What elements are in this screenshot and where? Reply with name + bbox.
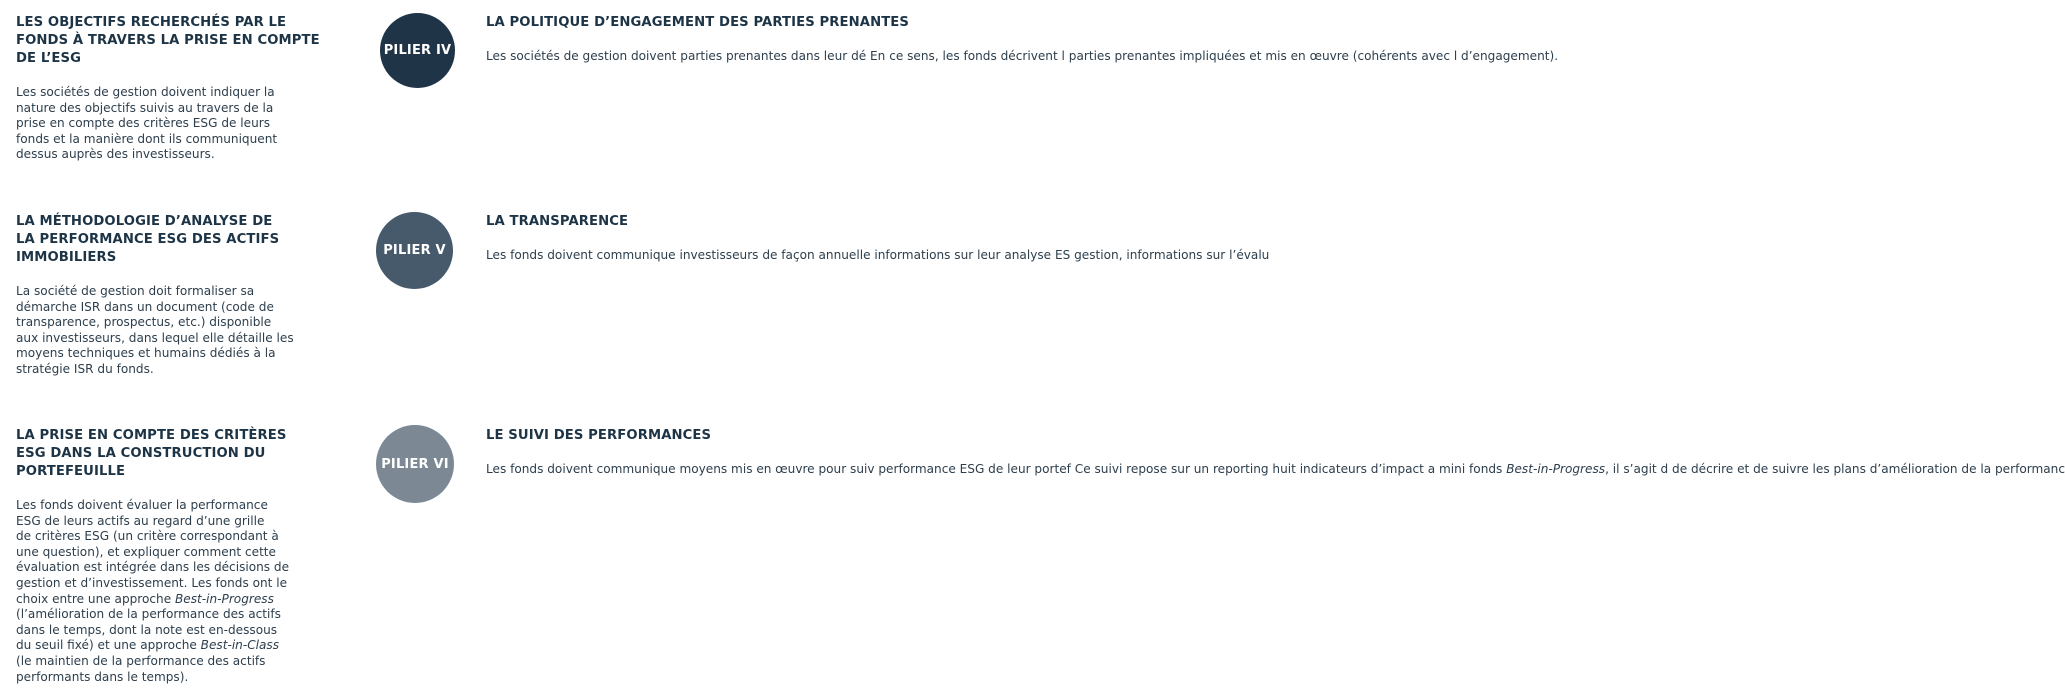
pillar-6-monitoring-heading: LE SUIVI DES PERFORMANCES: [486, 428, 712, 443]
pillar-6-portfolio-text-part: (l’amélioration de la performance des actifs dans le temps, dont la note est en-dessous du seuil fixé) et une approche: [16, 607, 281, 653]
pillar-5-transparency-text: Les fonds doivent communique investisseurs de façon annuelle informations sur leur analyse ES gestion, informations sur l’évalu: [486, 248, 1270, 262]
pillar-6-portfolio-text-part: Les fonds doivent évaluer la performance ESG de leurs actifs au regard d’une grille de critères ESG (un critère correspondant à une question), et expliquer comment cette évaluation est intégrée dans les décisions de gestion et d’investissement. Les fonds ont le choix entre une approche: [16, 498, 290, 606]
pillar-6-monitoring-text: [486, 462, 2065, 478]
pillar-5-badge: [376, 212, 453, 289]
pillar-6-portfolio-heading: LA PRISE EN COMPTE DES CRITÈRES ESG DANS LA CONSTRUCTION DU PORTEFEUILLE: [16, 428, 287, 479]
pillar-6-portfolio-text: [16, 498, 334, 685]
pillar-6-best-in-progress-term: Best-in-Progress: [175, 591, 274, 606]
pillar-6-best-in-class-term: Best-in-Class: [200, 638, 280, 653]
pillar-4-badge-label: PILIER IV: [383, 43, 452, 58]
pillar-4-right-section: [486, 14, 1559, 65]
pillar-4-left-section: [16, 14, 334, 163]
pillar-6-left-section: [16, 427, 334, 685]
pillar-6-badge: [376, 425, 454, 503]
pillar-5-methodology-heading: LA MÉTHODOLOGIE D’ANALYSE DE LA PERFORMANCE ESG DES ACTIFS IMMOBILIERS: [16, 214, 280, 265]
pillar-5-right-section: [486, 213, 1270, 264]
pillar-4-badge: [380, 13, 455, 88]
pillar-5-methodology-text: La société de gestion doit formaliser sa démarche ISR dans un document (code de transparence, prospectus, etc.) disponible aux investisseurs, dans lequel elle détaille les moyens techniques et humains dédiés à la stratégie ISR du fonds.: [16, 284, 294, 376]
pillar-5-left-section: [16, 213, 334, 378]
pillar-5-badge-label: PILIER V: [383, 243, 446, 258]
pillar-6-monitoring-text-part: , il s’agit d de décrire et de suivre les plans d’amélioration de la performanc: [1605, 462, 2065, 476]
pillar-6-right-section: [486, 427, 2065, 478]
pillar-6-monitoring-text-part: Les fonds doivent communique moyens mis en œuvre pour suiv performance ESG de leur portef Ce suivi repose sur un reporting huit indicateurs d’impact a mini fonds: [486, 462, 1507, 476]
pillar-6-monitoring-best-in-progress-term: Best-in-Progress: [1506, 462, 1606, 476]
pillar-4-engagement-heading: LA POLITIQUE D’ENGAGEMENT DES PARTIES PRENANTES: [486, 15, 910, 30]
pillar-4-objectives-text: Les sociétés de gestion doivent indiquer la nature des objectifs suivis au travers de la prise en compte des critères ESG de leurs fonds et la manière dont ils communiquent dessus auprès des investisseurs.: [16, 85, 278, 162]
pillar-6-badge-label: PILIER VI: [381, 456, 449, 472]
pillar-5-transparency-heading: LA TRANSPARENCE: [486, 214, 629, 229]
pillar-6-portfolio-text-part: (le maintien de la performance des actifs performants dans le temps).: [16, 653, 266, 684]
pillar-4-engagement-text: Les sociétés de gestion doivent parties prenantes dans leur dé En ce sens, les fonds décrivent l parties prenantes impliquées et mis en œuvre (cohérents avec l d’engagement).: [486, 49, 1559, 63]
pillar-4-objectives-heading: LES OBJECTIFS RECHERCHÉS PAR LE FONDS À TRAVERS LA PRISE EN COMPTE DE L’ESG: [16, 15, 320, 66]
